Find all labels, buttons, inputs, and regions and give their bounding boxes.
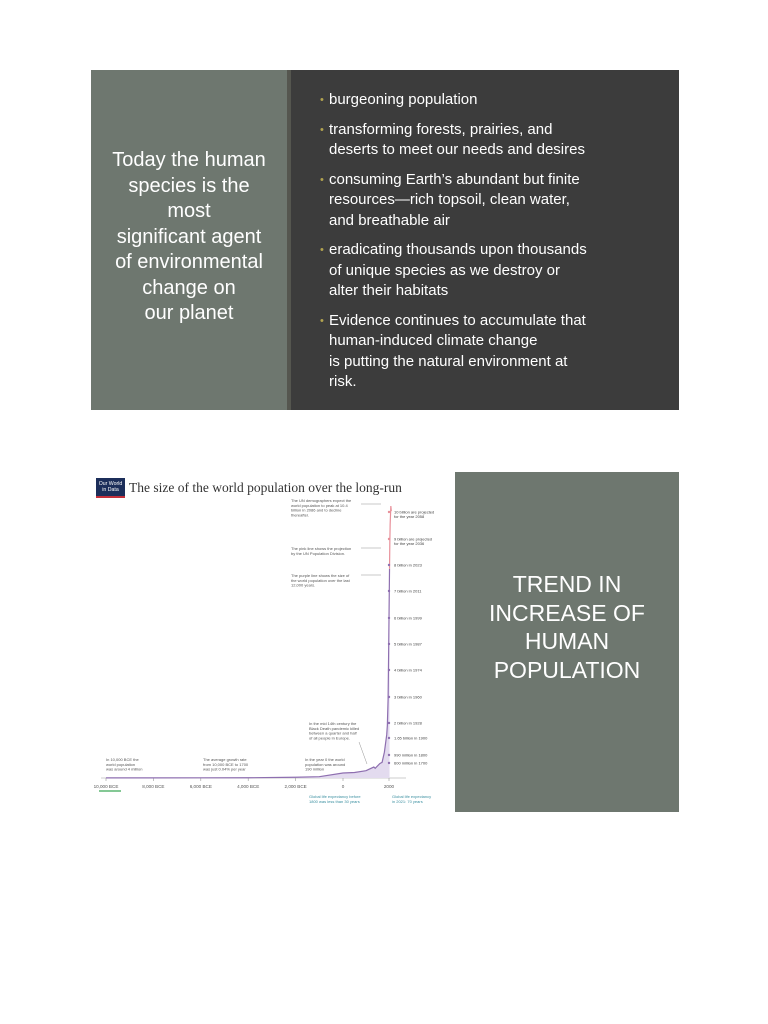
bullet-dot-icon: • bbox=[320, 244, 324, 256]
annotation-10000-bce: In 10,000 BCE the world population was around 4 million bbox=[106, 757, 143, 772]
heading-line: of environmental bbox=[115, 251, 263, 273]
bullet-item bbox=[319, 90, 669, 111]
milestone-label: 2 billion in 1928 bbox=[394, 720, 422, 726]
heading-line: species is the bbox=[128, 174, 250, 197]
heading-line: HUMAN bbox=[524, 628, 610, 654]
slide2-right-panel bbox=[455, 472, 679, 812]
heading-line: INCREASE OF bbox=[489, 599, 645, 626]
milestone-dot bbox=[388, 754, 390, 756]
bullet-line: transforming forests, prairies, and bbox=[329, 120, 553, 138]
bullet-line: human-induced climate change bbox=[329, 332, 538, 349]
milestone-label: 600 million in 1700 bbox=[394, 760, 428, 766]
milestone-dot bbox=[388, 643, 390, 645]
milestone-label: 6 billion in 1999 bbox=[394, 615, 422, 621]
bullet-item bbox=[319, 240, 669, 302]
heading-line: Today the human bbox=[112, 149, 266, 171]
bullet-line: is putting the natural environment at bbox=[329, 352, 568, 370]
x-tick-label: 0 bbox=[341, 784, 345, 789]
bullet-item bbox=[319, 170, 669, 232]
annotation-year-zero: In the year 0 the world population was around 190 million bbox=[305, 757, 346, 772]
x-tick-label: 8,000 BCE bbox=[142, 784, 165, 789]
milestone-dot bbox=[388, 722, 390, 724]
bullet-line: and breathable air bbox=[329, 211, 450, 229]
slide-population-trend bbox=[91, 472, 679, 812]
bullet-line: of unique species as we destroy or bbox=[329, 261, 560, 279]
milestone-dot bbox=[388, 669, 390, 671]
bullet-dot-icon: • bbox=[320, 314, 324, 327]
heading-line: significant agent bbox=[116, 225, 262, 248]
bullet-dot-icon: • bbox=[320, 173, 324, 186]
bullet-dot-icon: • bbox=[320, 94, 324, 106]
milestone-label: 9 billion are projected for the year 2036 bbox=[394, 536, 433, 547]
owid-logo-text: Our World in Data bbox=[98, 481, 123, 493]
history-series-line bbox=[106, 569, 390, 778]
milestone-dot bbox=[388, 538, 390, 540]
milestone-label: 4 billion in 1974 bbox=[394, 667, 422, 673]
annotation-leader bbox=[359, 742, 367, 764]
bullet-line: alter their habitats bbox=[329, 282, 449, 299]
x-tick-label: 10,000 BCE bbox=[93, 784, 119, 789]
milestone-label: 7 billion in 2011 bbox=[394, 588, 422, 594]
x-tick-label: 2,000 BCE bbox=[284, 784, 307, 789]
annotation-life-expectancy-2021: Global life expectancy in 2021: 70 years bbox=[392, 794, 432, 804]
annotation-growth-rate: The average growth rate from 10,000 BCE to 1700 was just 0.04% per year bbox=[203, 757, 249, 772]
population-chart-panel bbox=[91, 472, 455, 812]
milestone-label: 5 billion in 1987 bbox=[394, 641, 422, 647]
history-area bbox=[106, 569, 390, 778]
slide1-bullet-list bbox=[319, 90, 669, 402]
slide-environmental-agent bbox=[91, 70, 679, 410]
bullet-item bbox=[319, 311, 669, 393]
bullet-line: resources—rich topsoil, clean water, bbox=[329, 191, 570, 208]
x-tick-label: 2000 bbox=[383, 784, 395, 789]
milestone-label: 3 billion in 1960 bbox=[394, 694, 422, 700]
bullet-line: deserts to meet our needs and desires bbox=[329, 141, 585, 158]
milestone-dot bbox=[388, 511, 390, 513]
milestone-dot bbox=[388, 737, 390, 739]
annotation-un-peak: The UN demographers expect the world population to peak at 10.4 billion in 2086 and to decline thereafter. bbox=[291, 498, 352, 518]
milestone-label: 1.65 billion in 1900 bbox=[394, 735, 428, 741]
milestone-label: 10 billion are projected for the year 2058 bbox=[394, 509, 435, 520]
x-tick-label: 4,000 BCE bbox=[237, 784, 260, 789]
heading-line: change on bbox=[142, 276, 236, 299]
bullet-dot-icon: • bbox=[320, 123, 324, 136]
bullet-line: eradicating thousands upon thousands bbox=[329, 241, 587, 258]
bullet-item bbox=[319, 120, 669, 161]
annotation-purple-line: The purple line shows the size of the world population over the last 12,000 years. bbox=[291, 573, 350, 588]
population-chart bbox=[91, 472, 455, 812]
slide2-heading bbox=[455, 570, 679, 684]
milestone-dot bbox=[388, 696, 390, 698]
chart-title: The size of the world population over the long-run bbox=[129, 480, 402, 495]
slide1-divider bbox=[287, 70, 291, 410]
annotation-pink-line: The pink line shows the projection by the UN Population Division. bbox=[291, 546, 352, 556]
milestone-label: 8 billion in 2023 bbox=[394, 562, 422, 568]
owid-logo-underline bbox=[96, 496, 125, 498]
bullet-line: consuming Earth’s abundant but finite bbox=[329, 170, 580, 188]
milestone-dot bbox=[388, 762, 390, 764]
milestone-dot bbox=[388, 617, 390, 619]
slide1-left-panel bbox=[91, 70, 287, 410]
heading-line: TREND IN bbox=[512, 571, 622, 597]
slide1-heading bbox=[95, 148, 283, 327]
projection-series-line bbox=[390, 506, 392, 569]
annotation-life-expectancy-1800: Global life expectancy before 1800 was less than 30 years bbox=[309, 794, 361, 804]
heading-line: our planet bbox=[144, 302, 234, 324]
bullet-line: risk. bbox=[329, 373, 357, 390]
annotation-black-death: In the mid 14th century the Black Death pandemic killed between a quarter and half of all people in Europe. bbox=[309, 721, 360, 741]
heading-line: most bbox=[167, 200, 211, 222]
heading-line: POPULATION bbox=[493, 656, 641, 683]
bullet-line: burgeoning population bbox=[329, 91, 478, 108]
milestone-dot bbox=[388, 590, 390, 592]
milestone-dot bbox=[388, 564, 390, 566]
x-tick-label: 6,000 BCE bbox=[189, 784, 212, 789]
bullet-line: Evidence continues to accumulate that bbox=[329, 311, 586, 329]
milestone-label: 990 million in 1800 bbox=[394, 752, 428, 758]
